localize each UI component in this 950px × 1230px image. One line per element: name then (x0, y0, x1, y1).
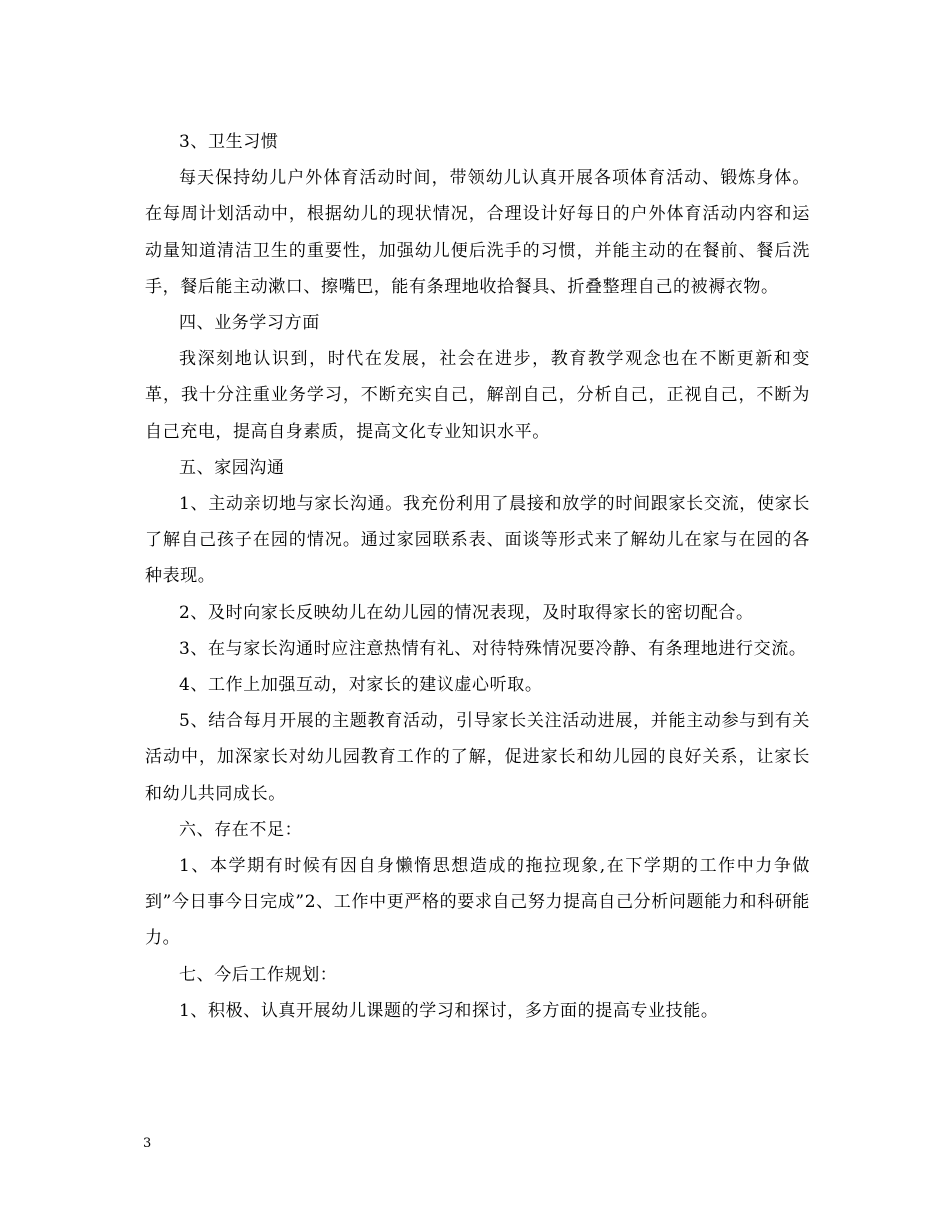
paragraph: 我深刻地认识到，时代在发展，社会在进步，教育教学观念也在不断更新和变革，我十分注重业务学习，不断充实自己，解剖自己，分析自己，正视自己，不断为自己充电，提高自身素质，提高文化专业知识水平。 (145, 349, 810, 442)
page-number: 3 (143, 1136, 152, 1151)
paragraph: 每天保持幼儿户外体育活动时间，带领幼儿认真开展各项体育活动、锻炼身体。在每周计划活动中，根据幼儿的现状情况，合理设计好每日的户外体育活动内容和运动量知道清洁卫生的重要性，加强幼儿便后洗手的习惯，并能主动的在餐前、餐后洗手，餐后能主动漱口、擦嘴巴，能有条理地收拾餐具、折叠整理自己的被褥衣物。 (145, 168, 810, 297)
list-item: 4、工作上加强互动，对家长的建议虚心听取。 (179, 675, 543, 696)
list-item: 1、主动亲切地与家长沟通。我充份利用了晨接和放学的时间跟家长交流，使家长了解自己孩子在园的情况。通过家园联系表、面谈等形式来了解幼儿在家与在园的各种表现。 (145, 494, 810, 587)
section-heading-shortcomings: 六、存在不足： (179, 819, 303, 840)
list-item: 1、积极、认真开展幼儿课题的学习和探讨，多方面的提高专业技能。 (179, 1000, 719, 1021)
list-item: 3、在与家长沟通时应注意热情有礼、对待特殊情况要冷静、有条理地进行交流。 (179, 638, 807, 659)
section-heading-future-plan: 七、今后工作规划： (179, 964, 338, 985)
section-heading-professional-study: 四、业务学习方面 (179, 313, 320, 334)
list-item: 5、结合每月开展的主题教育活动，引导家长关注活动进展，并能主动参与到有关活动中，加深家长对幼儿园教育工作的了解，促进家长和幼儿园的良好关系，让家长和幼儿共同成长。 (145, 711, 810, 804)
section-heading-hygiene: 3、卫生习惯 (179, 132, 279, 152)
section-heading-home-school-communication: 五、家园沟通 (179, 457, 285, 478)
list-item: 2、及时向家长反映幼儿在幼儿园的情况表现，及时取得家长的密切配合。 (179, 602, 754, 623)
list-item: 1、本学期有时候有因自身懒惰思想造成的拖拉现象,在下学期的工作中力争做到”今日事今日完成”2、工作中更严格的要求自己努力提高自己分析问题能力和科研能力。 (145, 856, 810, 949)
document-body (145, 124, 810, 1029)
